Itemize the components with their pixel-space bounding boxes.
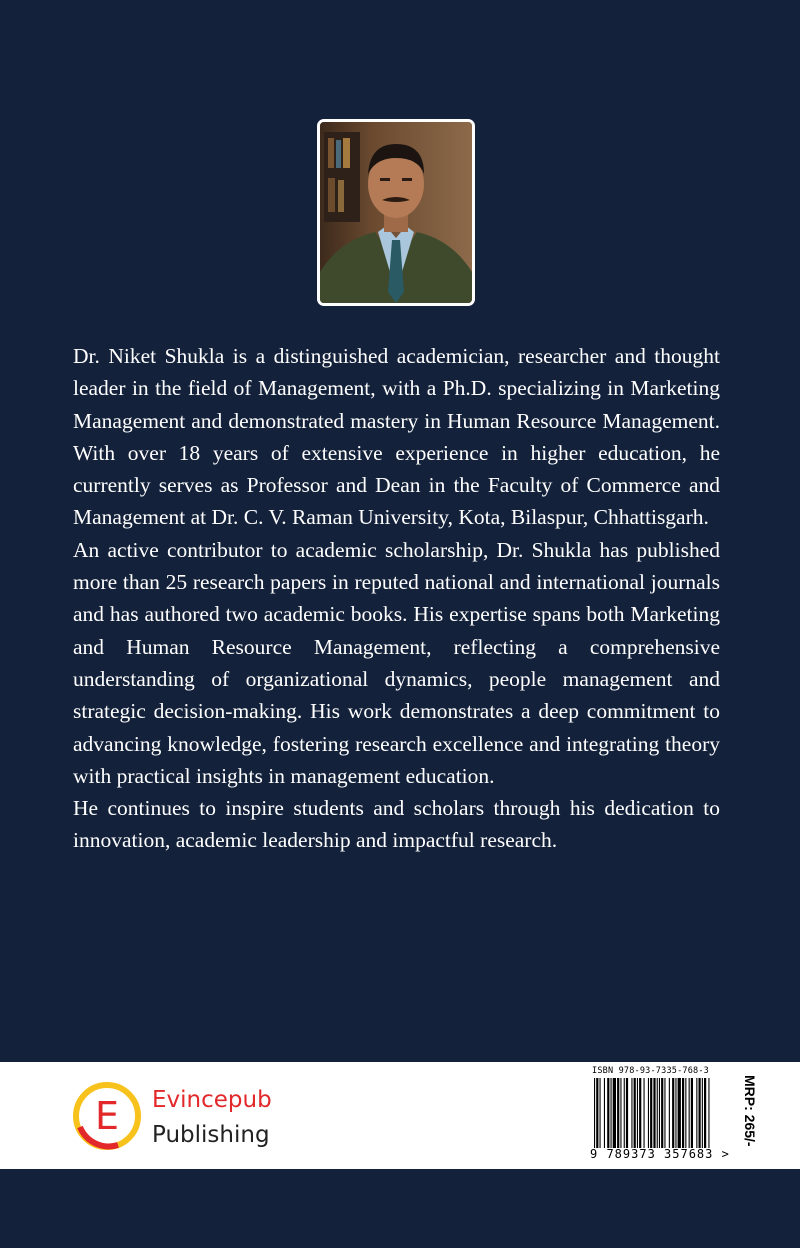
barcode-bar (637, 1078, 638, 1148)
barcode-bar (696, 1078, 697, 1148)
barcode-bar (685, 1078, 686, 1148)
barcode-bar (708, 1078, 709, 1148)
barcode-bar (702, 1078, 703, 1148)
barcode-bar (650, 1078, 652, 1148)
barcode-bar (669, 1078, 670, 1148)
barcode-bar (607, 1078, 609, 1148)
barcode-bar (617, 1078, 619, 1148)
author-bio (73, 340, 720, 857)
barcode-bar (624, 1078, 625, 1148)
barcode-bar (611, 1078, 612, 1148)
price-label: MRP: 265/- (742, 1075, 758, 1147)
barcode-bar (653, 1078, 655, 1148)
bio-paragraph: An active contributor to academic scholarship, Dr. Shukla has published more than 25 research papers in reputed national and international journals and has authored two academic books. His expertise spans both Marketing and Human Resource Management, reflecting a comprehensive understanding of organizational dynamics, people management and strategic decision-making. His work demonstrates a deep commitment to advancing knowledge, fostering research excellence and integrating theory with practical insights in management education. (73, 537, 720, 788)
barcode-bar (661, 1078, 663, 1148)
barcode-bar (631, 1078, 632, 1148)
barcode-bar (613, 1078, 616, 1148)
barcode-bar (704, 1078, 706, 1148)
barcode-bar (600, 1078, 601, 1148)
barcode-bar (672, 1078, 674, 1148)
barcode-bar (682, 1078, 684, 1148)
barcode-bar (675, 1078, 676, 1148)
barcode-bar (634, 1078, 636, 1148)
barcode-bar (664, 1078, 665, 1148)
barcode-bar (594, 1078, 595, 1148)
publisher-logo-icon (72, 1081, 142, 1151)
barcode-bar (678, 1078, 681, 1148)
author-photo (317, 119, 475, 306)
publisher-name: Evincepub (152, 1087, 272, 1113)
isbn-label: ISBN 978-93-7335-768-3 (592, 1066, 709, 1076)
logo-letter: E (94, 1094, 120, 1138)
barcode-bar (644, 1078, 645, 1148)
author-portrait-icon (320, 122, 472, 303)
barcode-bar (659, 1078, 660, 1148)
barcode-bar (657, 1078, 658, 1148)
barcode-bar (620, 1078, 621, 1148)
barcode-bars (594, 1078, 710, 1148)
bio-paragraph: Dr. Niket Shukla is a distinguished academician, researcher and thought leader in the field of Management, with a Ph.D. specializing in Marketing Management and demonstrated mastery in Human Resource Management. With over 18 years of extensive experience in higher education, he currently serves as Professor and Dean in the Faculty of Commerce and Management at Dr. C. V. Raman University, Kota, Bilaspur, Chhattisgarh. (73, 344, 720, 530)
barcode-bar (626, 1078, 628, 1148)
barcode-bar (699, 1078, 701, 1148)
barcode-bar (639, 1078, 641, 1148)
barcode-bar (596, 1078, 598, 1148)
barcode-bar (691, 1078, 693, 1148)
barcode-bar (689, 1078, 690, 1148)
publisher-subtitle: Publishing (152, 1122, 270, 1148)
barcode-bar (604, 1078, 605, 1148)
barcode-bar (648, 1078, 649, 1148)
barcode-digits: 9 789373 357683 > (590, 1147, 730, 1161)
bio-paragraph: He continues to inspire students and scholars through his dedication to innovation, academic leadership and impactful research. (73, 796, 720, 853)
